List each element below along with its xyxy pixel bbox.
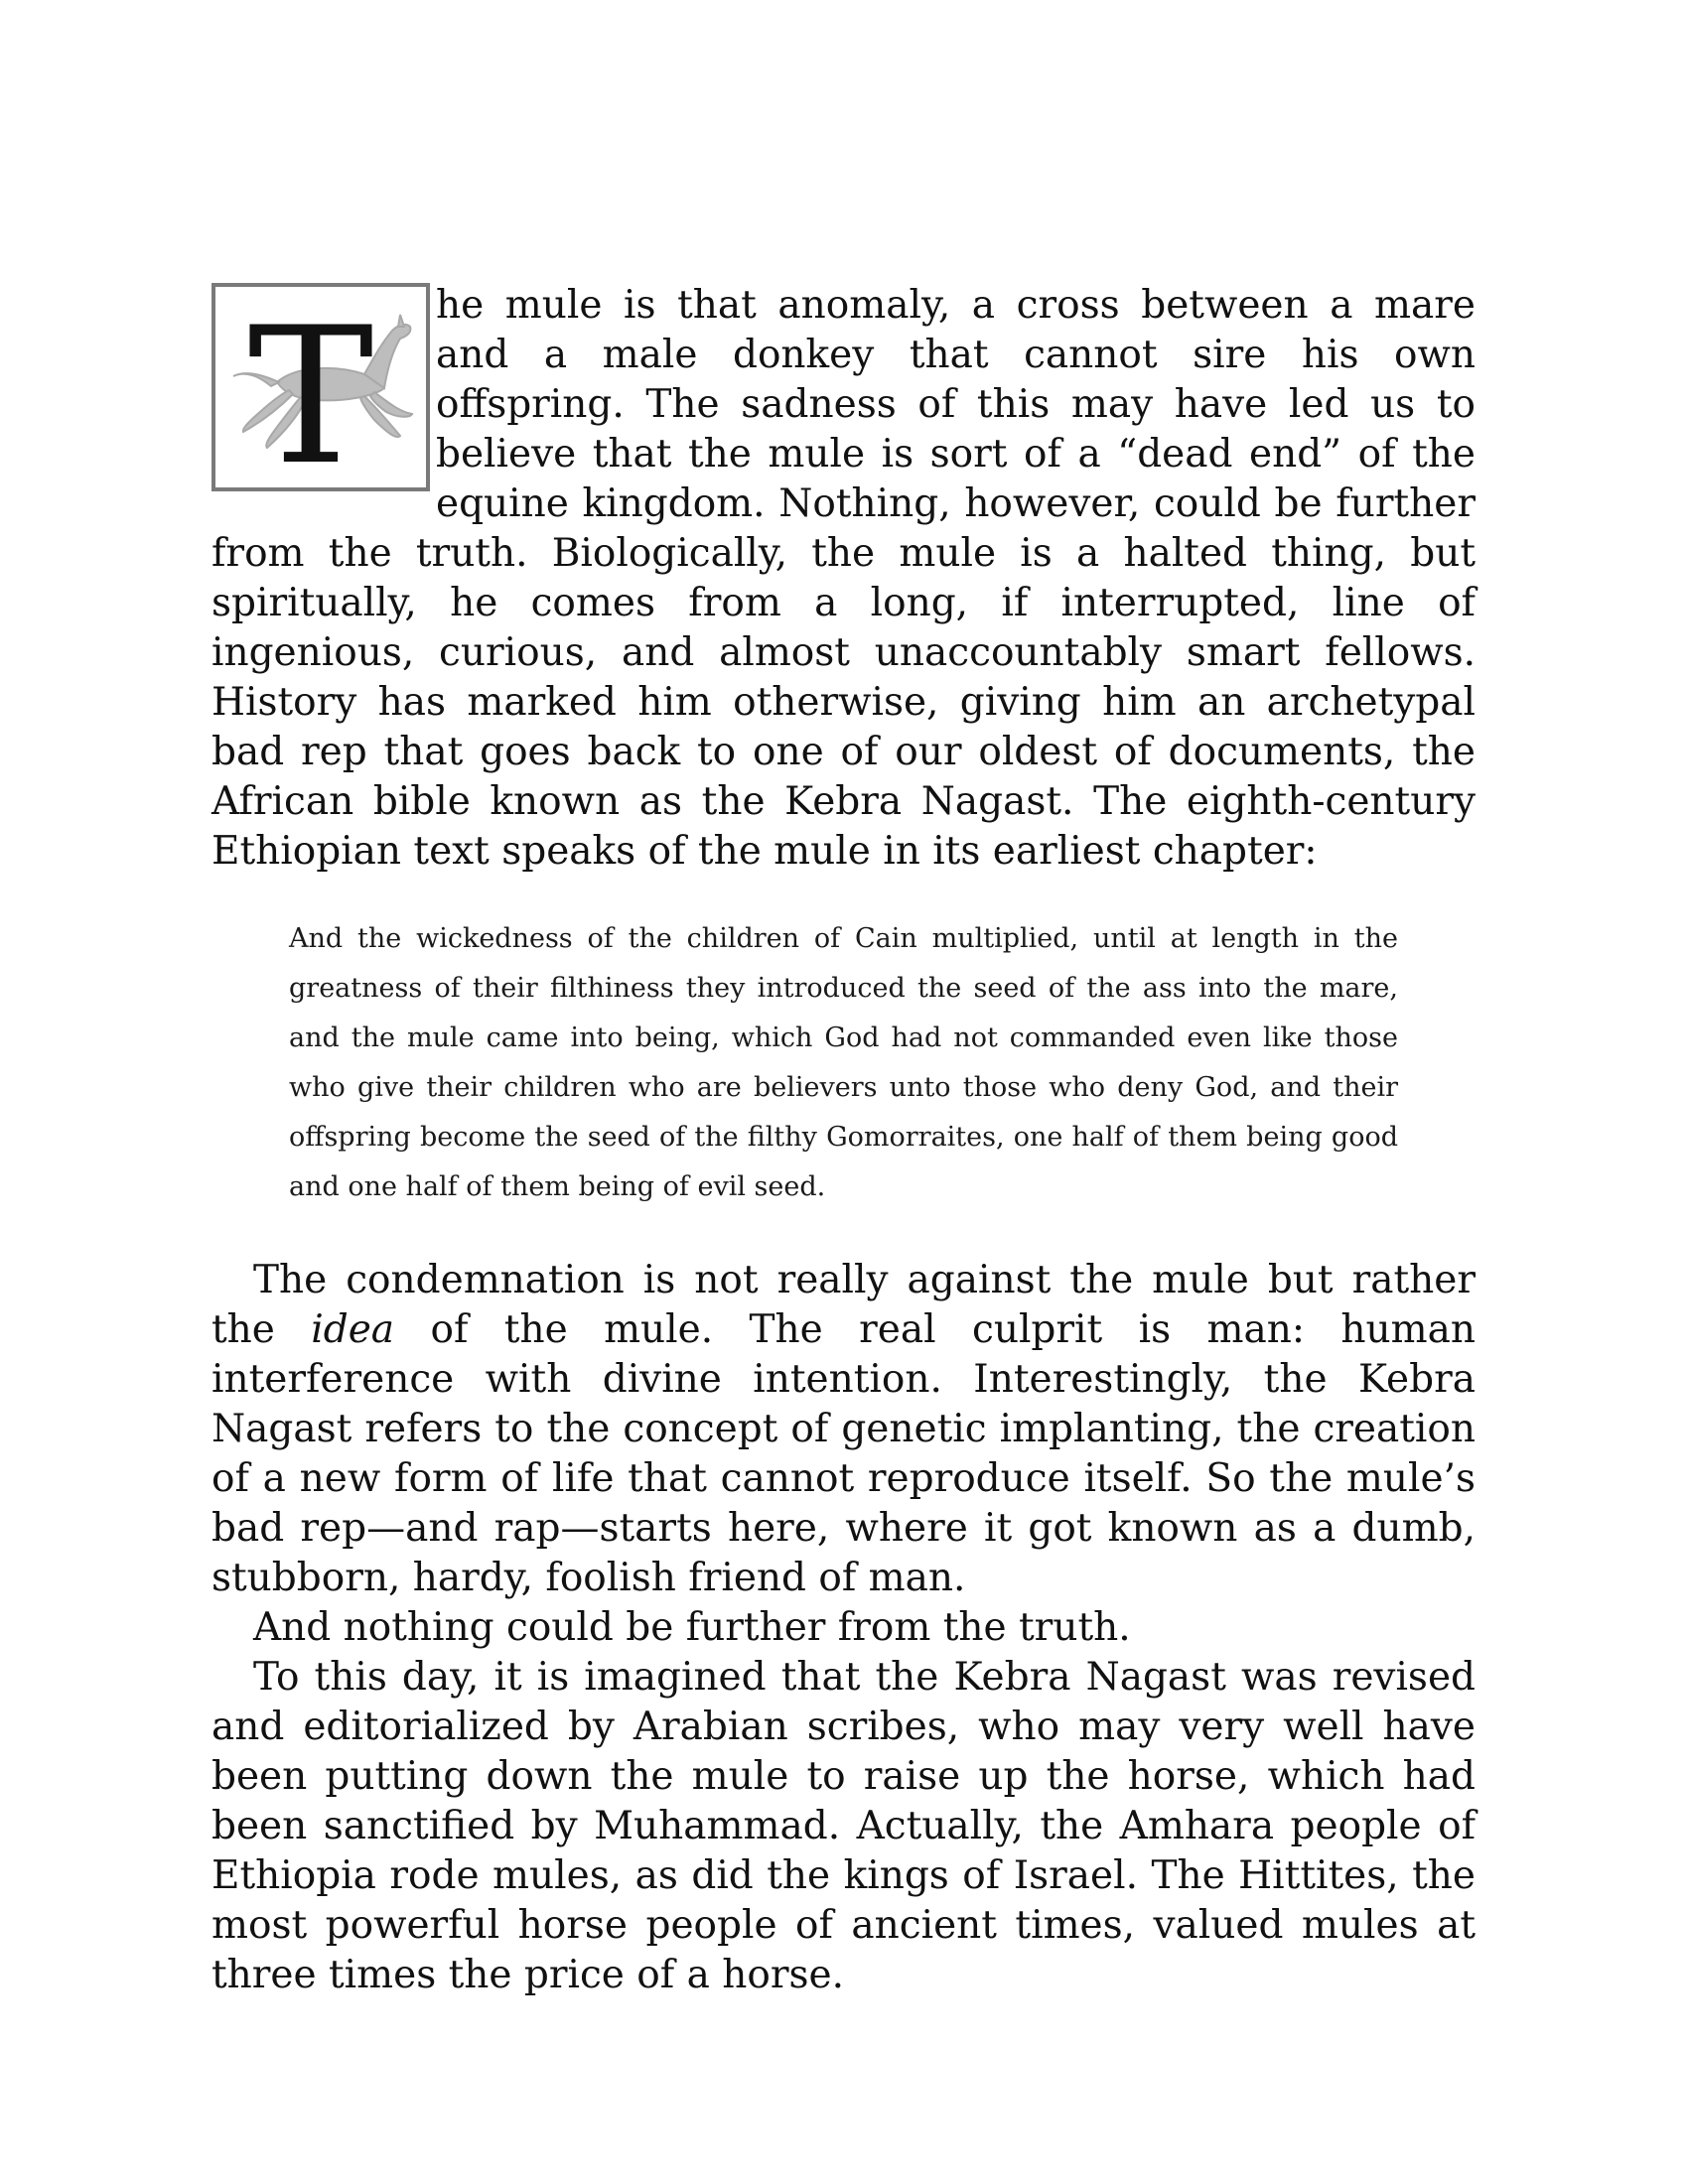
italic-word-idea: idea <box>311 1307 395 1352</box>
book-page <box>211 281 1476 2000</box>
history-paragraph: To this day, it is imagined that the Kebra Nagast was revised and editorialized by Arabian scribes, who may very well have been putting down the mule to raise up the horse, which had been sanctified by Muhammad. Actually, the Amhara people of Ethiopia rode mules, as did the kings of Israel. The Hittites, the most powerful horse people of ancient times, valued mules at three times the price of a horse. <box>211 1655 1476 1997</box>
block-quote: And the wickedness of the children of Cain multiplied, until at length in the greatness of their filthiness they introduced the seed of the ass into the mare, and the mule came into being, which God had not commanded even like those who give their children who are believers unto those who deny God, and their offspring become the seed of the filthy Gomorraites, one half of them being good and one half of them being of evil seed. <box>289 923 1398 1202</box>
condemnation-text-end: of the mule. The real culprit is man: human interference with divine intention. Interestingly, the Kebra Nagast refers to the concept of genetic implanting, the creation of a new form of life that cannot reproduce itself. So the mule’s bad rep—and rap—starts here, where it got known as a dumb, stubborn, hardy, foolish friend of man. <box>211 1307 1476 1600</box>
leaping-horse-illustration-icon <box>215 287 426 487</box>
opening-paragraph-text: he mule is that anomaly, a cross between a mare and a male donkey that cannot sire his own offspring. The sadness of this may have led us to believe that the mule is sort of a “dead end” of the equine kingdom. Nothing, however, could be further from the truth. Biologically, the mule is a halted thing, but spiritually, he comes from a long, if interrupted, line of ingenious, curious, and almost unaccountably smart fellows. History has marked him otherwise, giving him an archetypal bad rep that goes back to one of our oldest of documents, the African bible known as the Kebra Nagast. The eighth-century Ethiopian text speaks of the mule in its earliest chapter: <box>211 283 1476 874</box>
opening-paragraph <box>211 281 1476 877</box>
condemnation-text-start: The condemnation is not really against the mule but rather the <box>211 1258 1476 1352</box>
condemnation-paragraph <box>211 1256 1476 1603</box>
truth-paragraph: And nothing could be further from the truth. <box>253 1605 1131 1650</box>
drop-cap-box <box>211 283 430 491</box>
svg-text:T: T <box>247 287 374 487</box>
